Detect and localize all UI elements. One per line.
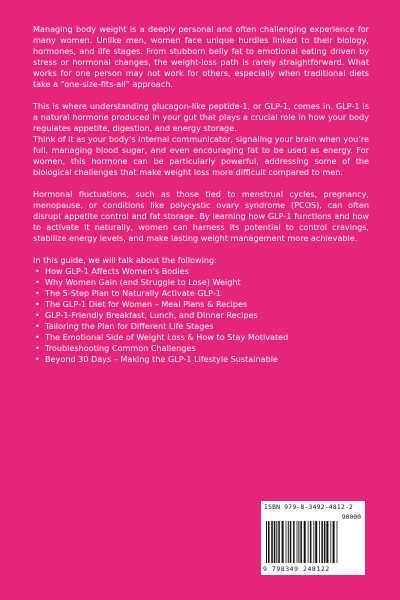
barcode-bar: [300, 521, 302, 563]
barcode-bar: [304, 521, 306, 563]
paragraph-communicator: Think of it as your body’s internal communicator, signaling your brain when you’re full, managing blood sugar, and even encouraging fat to be used as energy. For women, this hormone can be particularly powerful, addressing some of the biological challenges that make weight loss more difficult compared to men.: [33, 134, 369, 177]
barcode-bar: [268, 521, 270, 563]
barcode-bar: [313, 521, 314, 563]
list-item: • How GLP-1 Affects Women’s Bodies: [33, 266, 369, 277]
barcode-bar: [310, 521, 312, 563]
barcode-bar: [324, 521, 326, 563]
barcode-bar: [276, 521, 277, 563]
list-item: • Troubleshooting Common Challenges: [33, 343, 369, 354]
paragraph-hormonal-fluctuations: Hormonal fluctuations, such as those tied to menstrual cycles, pregnancy, menopause, or conditions like polycystic ovary syndrome (PCOS), can often disrupt appetite control and fat storage. By learning how GLP-1 functions and how to activate it naturally, women can harness its potential to control cravings, stabilize energy levels, and make lasting weight management more achievable.: [33, 189, 369, 243]
barcode-bar: [315, 521, 317, 563]
barcode-bars: [265, 521, 361, 563]
barcode-bar: [274, 521, 276, 563]
barcode-bar: [330, 521, 331, 563]
barcode-bar: [282, 521, 284, 563]
barcode-digits: 9 798349 248122: [263, 565, 330, 573]
list-item: • The GLP-1 Diet for Women – Meal Plans & Recipes: [33, 299, 369, 310]
barcode-bar: [290, 521, 292, 563]
barcode-bar: [297, 521, 298, 563]
paragraph-glp1-definition: This is where understanding glucagon-like peptide-1, or GLP-1, comes in. GLP-1 is a natural hormone produced in your gut that plays a crucial role in how your body regulates appetite, digestion, and energy storage.: [33, 101, 369, 133]
list-item: • Why Women Gain (and Struggle to Lose) Weight: [33, 277, 369, 288]
guide-intro: In this guide, we will talk about the following:: [33, 255, 217, 265]
list-item: • The 5-Step Plan to Naturally Activate GLP-1: [33, 288, 369, 299]
isbn-barcode: [261, 501, 365, 575]
barcode-bar: [321, 521, 323, 563]
price-code: 90000: [341, 513, 361, 521]
barcode-bar: [271, 521, 273, 563]
list-item: • The Emotional Side of Weight Loss & How to Stay Motivated: [33, 332, 369, 343]
list-item: • GLP-1-Friendly Breakfast, Lunch, and Dinner Recipes: [33, 310, 369, 321]
barcode-bar: [333, 521, 335, 563]
barcode-bar: [337, 521, 338, 563]
barcode-bar: [298, 521, 299, 563]
barcode-bar: [266, 521, 267, 563]
barcode-bar: [293, 521, 295, 563]
isbn-label: ISBN 979-8-3492-4812-2: [264, 503, 354, 511]
barcode-bar: [308, 521, 309, 563]
paragraph-intro: Managing body weight is a deeply personal and often challenging experience for many women. Unlike men, women face unique hurdles linked to their biology, hormones, and life stages. From stubborn belly fat to emotional eating driven by stress or hormonal changes, the weight-loss path is rarely straightforward. What works for one person may not work for others, especially when traditional diets take a “one-size-fits-all” approach.: [33, 24, 369, 89]
list-item: • Tailoring the Plan for Different Life Stages: [33, 321, 369, 332]
guide-topic-list: [33, 266, 369, 365]
back-cover-text: [33, 24, 369, 365]
barcode-bar: [288, 521, 289, 563]
barcode-bar: [278, 521, 280, 563]
barcode-bar: [286, 521, 287, 563]
barcode-bar: [326, 521, 328, 563]
list-item: • Beyond 30 Days – Making the GLP-1 Lifestyle Sustainable: [33, 354, 369, 365]
barcode-bar: [319, 521, 320, 563]
